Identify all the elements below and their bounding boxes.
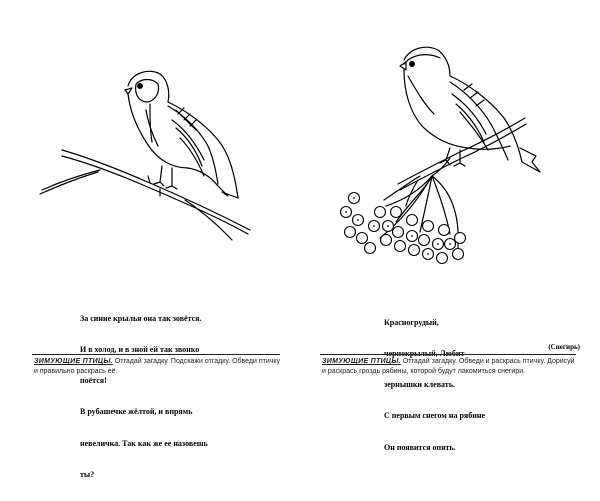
riddle-answer: (Снегирь) [548,342,580,351]
left-page [0,0,300,479]
riddle-line: В рубашечке жёлтой, и впрямь [80,407,193,417]
riddle-line: Красногрудый, [384,317,439,327]
caption-divider [320,354,576,355]
caption-heading: ЗИМУЮЩИЕ ПТИЦЫ. [322,358,401,365]
riddle-line: За синие крылья она так зовётся. [80,313,202,323]
riddle-line: невеличка. Так как же ее назовешь [80,438,208,448]
riddle-line: Он появится опять. [384,442,456,452]
riddle-line: С первым снегом на рябине [384,411,485,421]
right-page [300,0,600,452]
riddle-line: зернышки клевать. [384,380,455,390]
riddle-line: поётся! [80,376,107,386]
caption [322,357,578,377]
riddle-line: чернокрылый, Любит [384,349,465,359]
caption-text: Отгадай загадку. Подскажи отгадку. Обведи птичку и правильно раскрась её. [34,358,281,375]
caption [34,357,282,377]
riddle-line: ты? [80,469,95,479]
caption-divider [32,354,280,355]
caption-heading: ЗИМУЮЩИЕ ПТИЦЫ. [34,358,113,365]
caption-text: Отгадай загадку. Обведи и раскрась птичку. Дорисуй и раскрась гроздь рябины, которой будут лакомиться снегири. [322,358,575,375]
riddle-line: И в холод, и в зной ей так звонко [80,345,200,355]
